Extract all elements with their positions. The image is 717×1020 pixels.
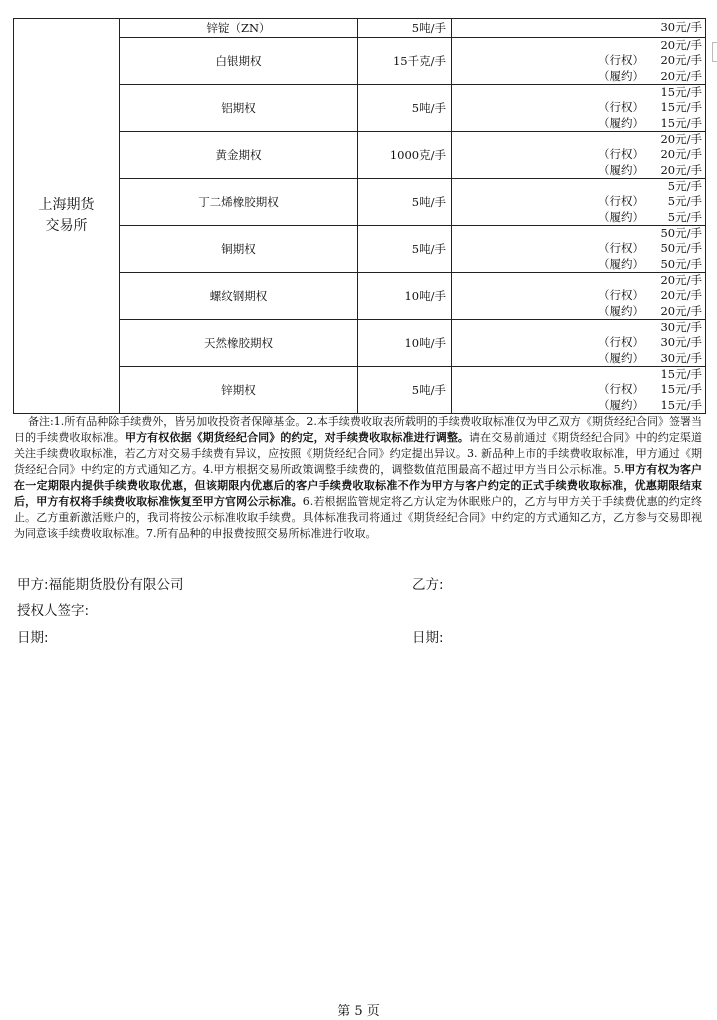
fee-amount: 15元/手 — [660, 85, 702, 100]
fee-type-label — [598, 20, 650, 35]
party-a-date-label: 日期: — [17, 630, 49, 646]
fee-amount: 30元/手 — [660, 350, 702, 365]
fee-cell — [452, 273, 706, 320]
fee-cell — [452, 38, 706, 85]
fee-line — [452, 69, 702, 84]
fee-line — [452, 38, 702, 53]
fee-amount: 15元/手 — [660, 382, 702, 397]
fee-line — [452, 304, 702, 319]
fee-type-label: （行权） — [598, 100, 644, 115]
fee-amount: 5元/手 — [667, 194, 702, 209]
fee-amount: 20元/手 — [660, 132, 702, 147]
fee-line — [452, 241, 702, 256]
fee-cell — [452, 85, 706, 132]
fee-cell — [452, 226, 706, 273]
fee-amount: 50元/手 — [660, 256, 702, 271]
fee-type-label — [598, 132, 650, 147]
fee-line — [452, 351, 702, 366]
fee-line — [452, 100, 702, 115]
fee-row — [14, 19, 706, 38]
fee-cell — [452, 320, 706, 367]
fee-type-label — [598, 273, 650, 288]
fee-line — [452, 210, 702, 225]
fee-type-label — [598, 320, 650, 335]
fee-amount: 20元/手 — [660, 53, 702, 68]
exchange-name: 上海期货 交易所 — [14, 19, 120, 414]
fee-amount: 5元/手 — [667, 179, 702, 194]
fee-type-label: （行权） — [598, 147, 644, 162]
trading-unit: 5吨/手 — [358, 85, 452, 132]
fee-type-label — [598, 38, 650, 53]
fee-type-label: （行权） — [598, 194, 644, 209]
trading-unit: 15千克/手 — [358, 38, 452, 85]
fee-type-label — [598, 179, 650, 194]
fee-type-label: （履约） — [598, 256, 644, 271]
fee-amount: 15元/手 — [660, 115, 702, 130]
fee-amount: 20元/手 — [660, 288, 702, 303]
fee-amount: 50元/手 — [660, 241, 702, 256]
fee-line — [452, 367, 702, 382]
fee-line — [452, 116, 702, 131]
fee-amount: 20元/手 — [660, 303, 702, 318]
fee-type-label — [598, 85, 650, 100]
fee-type-label: （履约） — [598, 303, 644, 318]
fee-line — [452, 257, 702, 272]
fee-type-label — [598, 226, 650, 241]
fee-cell — [452, 19, 706, 38]
fee-type-label — [598, 367, 650, 382]
fee-amount: 15元/手 — [660, 367, 702, 382]
page-edge-marker — [712, 42, 717, 62]
trading-unit: 5吨/手 — [358, 226, 452, 273]
fee-type-label: （履约） — [598, 68, 644, 83]
fee-line — [452, 320, 702, 335]
fee-line — [452, 273, 702, 288]
fee-cell — [452, 132, 706, 179]
page-number: 第 5 页 — [337, 1004, 380, 1019]
fee-schedule-table — [13, 18, 706, 414]
product-name: 螺纹钢期权 — [120, 273, 358, 320]
remark-text: 请在交易前通过《期货经纪合同》中的约定渠道关注手续费收取标准，若乙方对交易手续费有异议，应按照《期货经纪合同》约定提出异议。3. 新品种上市的手续费收取标准，甲方通过《期货经纪合同》中约定的方式通知乙方。4.甲方根据交易所政策调整手续费的，调整数值范围最高不超过甲方当日公示标准。5. — [14, 431, 702, 476]
fee-line — [452, 132, 702, 147]
fee-amount: 30元/手 — [660, 320, 702, 335]
fee-line — [452, 20, 702, 35]
product-name: 铜期权 — [120, 226, 358, 273]
fee-line — [452, 335, 702, 350]
fee-line — [452, 147, 702, 162]
fee-line — [452, 288, 702, 303]
fee-amount: 20元/手 — [660, 68, 702, 83]
fee-line — [452, 382, 702, 397]
fee-line — [452, 163, 702, 178]
fee-line — [452, 85, 702, 100]
remark-emphasis: 甲方有权依据《期货经纪合同》的约定，对手续费收取标准进行调整。 — [124, 431, 470, 444]
fee-line — [452, 398, 702, 413]
trading-unit: 10吨/手 — [358, 320, 452, 367]
remark-emphasis: 甲方有权为客户在一定期限内提供手续费收取优惠，但该期限内优惠后的客户手续费收取标准不作为甲方与客户约定的正式手续费收取标准，优惠期限结束后，甲方有权将手续费收取标准恢复至甲方官网公示标准。 — [14, 463, 702, 508]
remark-text: 6.若根据监管规定将乙方认定为休眠账户的，乙方与甲方关于手续费优惠的约定终止。乙方重新激活账户的，我司将按公示标准收取手续费。具体标准我司将通过《期货经纪合同》中约定的方式通知乙方，乙方参与交易即视为同意该手续费收取标准。7.所有品种的申报费按照交易所标准进行收取。 — [14, 495, 703, 540]
fee-cell — [452, 179, 706, 226]
fee-type-label: （履约） — [598, 209, 644, 224]
fee-amount: 20元/手 — [660, 162, 702, 177]
fee-line — [452, 226, 702, 241]
fee-type-label: （履约） — [598, 397, 644, 412]
fee-type-label: （履约） — [598, 162, 644, 177]
fee-amount: 15元/手 — [660, 397, 702, 412]
fee-type-label: （履约） — [598, 115, 644, 130]
product-name: 铝期权 — [120, 85, 358, 132]
fee-amount: 15元/手 — [660, 100, 702, 115]
product-name: 锌期权 — [120, 367, 358, 414]
party-b-label: 乙方: — [412, 577, 444, 593]
trading-unit: 10吨/手 — [358, 273, 452, 320]
party-a-name: 甲方:福能期货股份有限公司 — [17, 577, 184, 593]
authorized-signature-label: 授权人签字: — [17, 603, 90, 619]
trading-unit: 5吨/手 — [358, 367, 452, 414]
trading-unit: 1000克/手 — [358, 132, 452, 179]
party-b-date-label: 日期: — [412, 630, 444, 646]
product-name: 天然橡胶期权 — [120, 320, 358, 367]
fee-amount: 30元/手 — [660, 335, 702, 350]
product-name: 白银期权 — [120, 38, 358, 85]
fee-type-label: （行权） — [598, 288, 644, 303]
fee-schedule-body — [14, 19, 706, 414]
fee-amount: 20元/手 — [660, 38, 702, 53]
fee-type-label: （行权） — [598, 53, 644, 68]
trading-unit: 5吨/手 — [358, 19, 452, 38]
fee-type-label: （行权） — [598, 241, 644, 256]
fee-cell — [452, 367, 706, 414]
fee-amount: 30元/手 — [660, 20, 702, 35]
product-name: 丁二烯橡胶期权 — [120, 179, 358, 226]
remarks-paragraph — [14, 414, 702, 542]
fee-amount: 50元/手 — [660, 226, 702, 241]
fee-line — [452, 194, 702, 209]
trading-unit: 5吨/手 — [358, 179, 452, 226]
fee-type-label: （行权） — [598, 382, 644, 397]
product-name: 黄金期权 — [120, 132, 358, 179]
fee-type-label: （履约） — [598, 350, 644, 365]
fee-amount: 20元/手 — [660, 273, 702, 288]
product-name: 锌锭（ZN） — [120, 19, 358, 38]
fee-line — [452, 53, 702, 68]
remark-text: 备注:1.所有品种除手续费外，皆另加收投资者保障基金。2.本手续费收取表所载明的手续费收取标准仅为甲乙双方《期货经纪合同》签署当日的手续费收取标准。 — [14, 415, 702, 444]
fee-line — [452, 179, 702, 194]
fee-type-label: （行权） — [598, 335, 644, 350]
fee-amount: 5元/手 — [667, 209, 702, 224]
fee-amount: 20元/手 — [660, 147, 702, 162]
